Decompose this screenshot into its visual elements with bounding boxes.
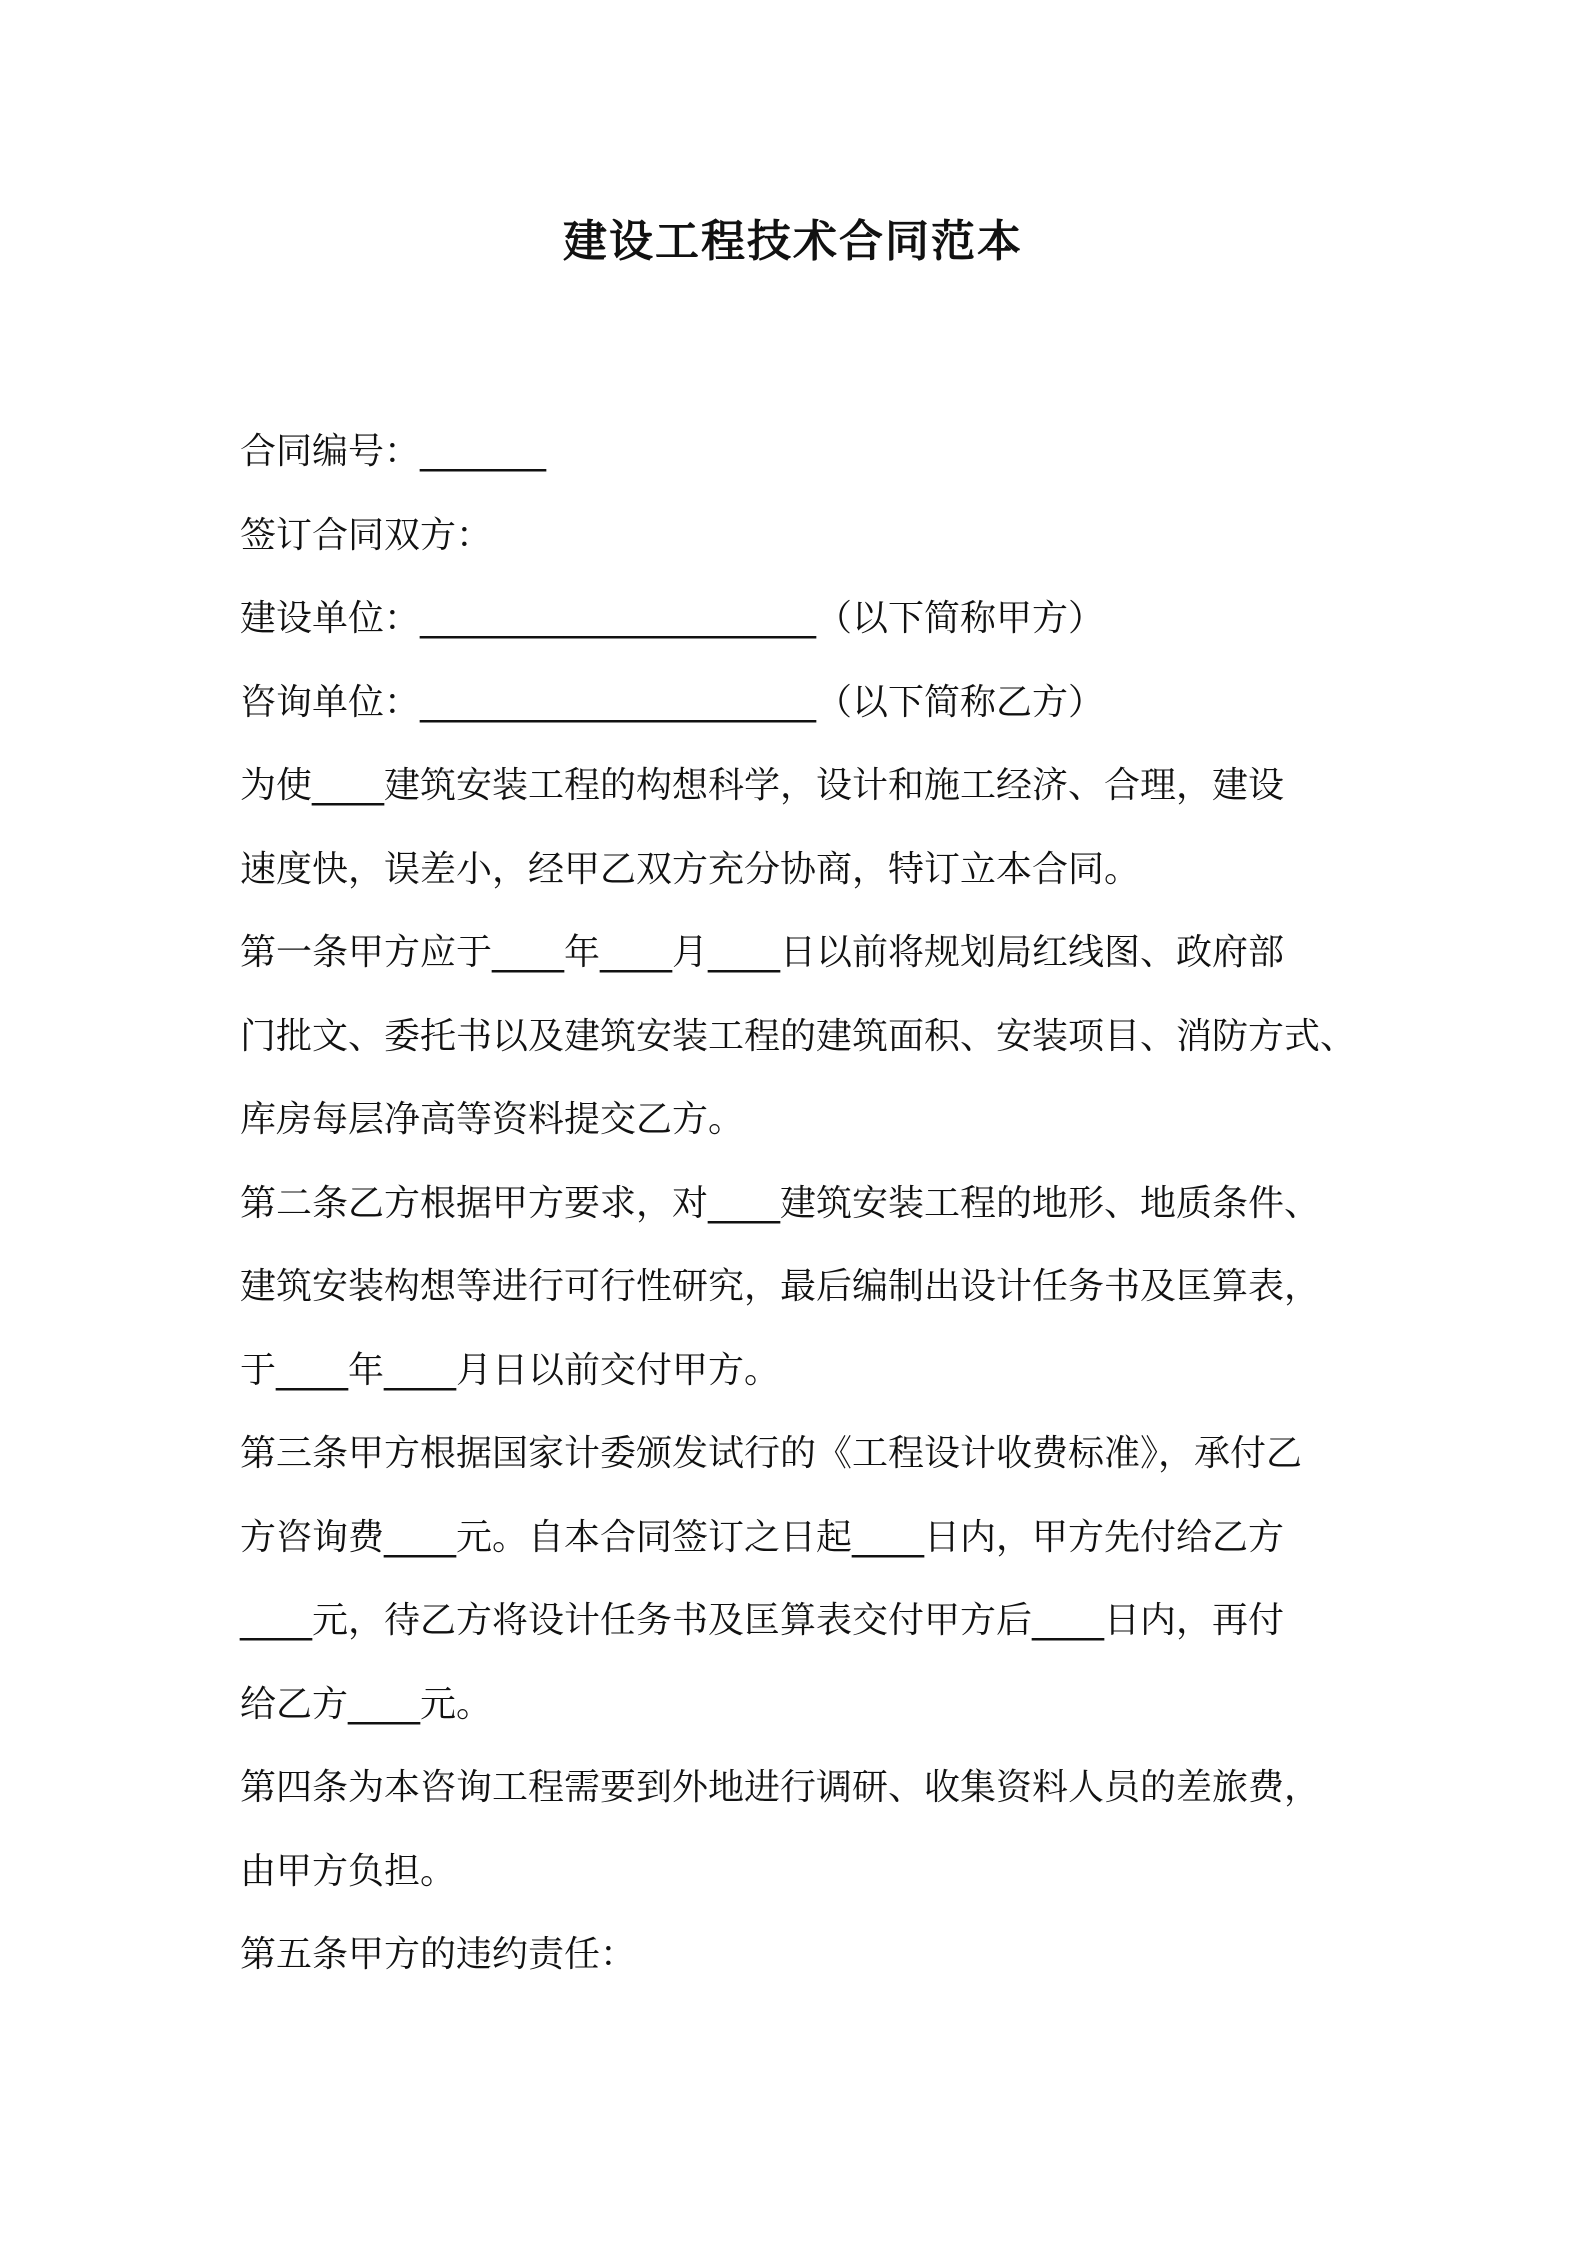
article-2-line-2: 建筑安装构想等进行可行性研究，最后编制出设计任务书及匡算表， [240,1266,1321,1307]
article-1-line-3: 库房每层净高等资料提交乙方。 [240,1099,745,1140]
document-title: 建设工程技术合同范本 [563,216,1023,267]
article-3-line-2: 方咨询费____元。自本合同签订之日起____日内，甲方先付给乙方 [240,1516,1285,1558]
document-body [240,410,1357,1997]
article-1-line-1: 第一条甲方应于____年____月____日以前将规划局红线图、政府部 [240,932,1285,973]
article-4-line-1: 第四条为本咨询工程需要到外地进行调研、收集资料人员的差旅费， [240,1767,1321,1808]
article-5-line-1: 第五条甲方的违约责任： [240,1934,637,1975]
party-b-line: 咨询单位：______________________（以下简称乙方） [240,681,1105,723]
party-a-line: 建设单位：______________________（以下简称甲方） [240,598,1105,639]
article-3-line-1: 第三条甲方根据国家计委颁发试行的《工程设计收费标准》，承付乙 [240,1433,1303,1474]
article-3-line-4: 给乙方____元。 [240,1683,493,1725]
contract-number-line: 合同编号：_______ [240,431,547,472]
article-3-line-3: ____元，待乙方将设计任务书及匡算表交付甲方后____日内，再付 [240,1600,1285,1641]
signing-parties-line: 签订合同双方： [240,514,493,556]
preamble-line-1: 为使____建筑安装工程的构想科学，设计和施工经济、合理，建设 [240,765,1285,806]
article-4-line-2: 由甲方负担。 [240,1850,457,1892]
article-2-line-3: 于____年____月日以前交付甲方。 [240,1349,781,1391]
article-1-line-2: 门批文、委托书以及建筑安装工程的建筑面积、安装项目、消防方式、 [240,1015,1357,1057]
article-2-line-1: 第二条乙方根据甲方要求，对____建筑安装工程的地形、地质条件、 [240,1182,1321,1224]
preamble-line-2: 速度快，误差小，经甲乙双方充分协商，特订立本合同。 [240,848,1141,890]
